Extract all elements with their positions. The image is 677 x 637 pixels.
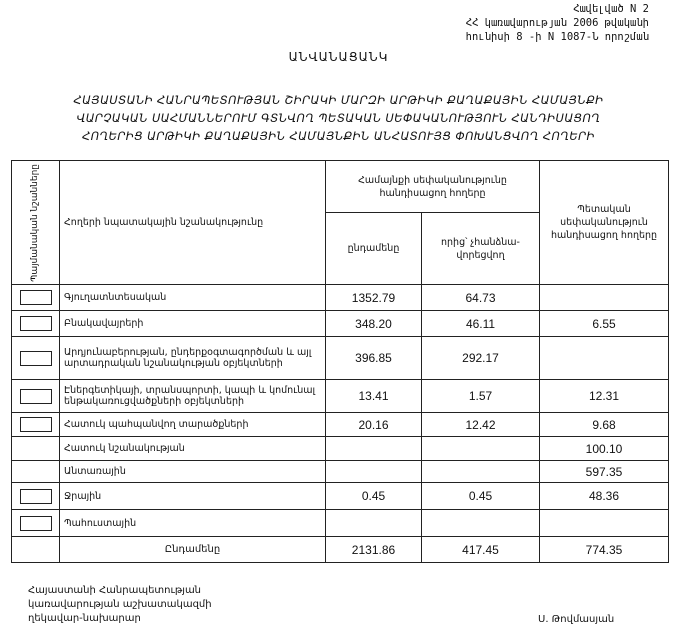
row-label: Գյուղատնտեսական <box>60 285 326 311</box>
appendix-line: Հավելված N 2 <box>573 3 649 15</box>
row-total: 13.41 <box>326 380 422 413</box>
legend-box <box>20 417 52 432</box>
row-label: Բնակավայրերի <box>60 311 326 337</box>
row-total <box>326 437 422 461</box>
table-row <box>12 413 669 437</box>
row-of-which <box>422 461 540 483</box>
row-state: 597.35 <box>540 461 669 483</box>
signatory-title <box>28 584 212 626</box>
row-state: 9.68 <box>540 413 669 437</box>
row-of-which: 64.73 <box>422 285 540 311</box>
table-row <box>12 337 669 380</box>
totals-total: 2131.86 <box>326 537 422 563</box>
col-header-state: Պետական սեփականություն հանդիսացող հողերը <box>540 161 669 285</box>
table-row <box>12 461 669 483</box>
row-label: Պահուստային <box>60 510 326 537</box>
totals-state: 774.35 <box>540 537 669 563</box>
row-label: Անտառային <box>60 461 326 483</box>
row-state: 12.31 <box>540 380 669 413</box>
row-of-which <box>422 510 540 537</box>
appendix-header <box>466 2 649 44</box>
subtitle-line: ՎԱՐՉԱԿԱՆ ՍԱՀՄԱՆՆԵՐՈՒՄ ԳՏՆՎՈՂ ՊԵՏԱԿԱՆ ՍԵՓԱԿԱՆՈՒԹՅՈՒՆ ՀԱՆԴԻՍԱՑՈՂ <box>76 111 601 125</box>
signatory-line: Հայաստանի Հանրապետության <box>28 585 202 596</box>
row-state: 48.36 <box>540 483 669 510</box>
row-total: 1352.79 <box>326 285 422 311</box>
legend-box <box>20 516 52 531</box>
row-of-which: 292.17 <box>422 337 540 380</box>
signatory-name: Ս. Թովմասյան <box>538 614 615 625</box>
legend-box <box>20 290 52 305</box>
table-row <box>12 380 669 413</box>
row-total: 20.16 <box>326 413 422 437</box>
row-of-which: 1.57 <box>422 380 540 413</box>
row-total: 348.20 <box>326 311 422 337</box>
col-header-community: Համայնքի սեփականությունը հանդիսացող հողերը <box>326 161 540 213</box>
row-state <box>540 337 669 380</box>
land-table <box>11 160 669 563</box>
signatory-line: ղեկավար-նախարար <box>28 613 141 624</box>
table-row <box>12 510 669 537</box>
row-state: 100.10 <box>540 437 669 461</box>
row-label: Էներգետիկայի, տրանսպորտի, կապի և կոմունալ ենթակառուցվածքների օբյեկտների <box>60 380 326 413</box>
row-state <box>540 510 669 537</box>
row-state <box>540 285 669 311</box>
row-total: 0.45 <box>326 483 422 510</box>
legend-box <box>20 316 52 331</box>
subtitle-line: ՀԱՅԱՍՏԱՆԻ ՀԱՆՐԱՊԵՏՈՒԹՅԱՆ ՇԻՐԱԿԻ ՄԱՐԶԻ ԱՐԹԻԿԻ ՔԱՂԱՔԱՅԻՆ ՀԱՄԱՅՆՔԻ <box>73 93 604 107</box>
row-total <box>326 461 422 483</box>
document-subtitle <box>20 91 657 145</box>
row-label: Հատուկ պահպանվող տարածքների <box>60 413 326 437</box>
col-header-total: ընդամենը <box>326 213 422 285</box>
totals-of-which: 417.45 <box>422 537 540 563</box>
legend-box <box>20 489 52 504</box>
col-header-of-which: որից՝ չհանձնա-վորեցվող <box>422 213 540 285</box>
subtitle-line: ՀՈՂԵՐԻՑ ԱՐԹԻԿԻ ՔԱՂԱՔԱՅԻՆ ՀԱՄԱՅՆՔԻՆ ԱՆՀԱՏՈՒՅՑ ՓՈԽԱՆՑՎՈՂ ՀՈՂԵՐԻ <box>82 129 595 143</box>
row-label: Հատուկ նշանակության <box>60 437 326 461</box>
appendix-line: ՀՀ կառավարության 2006 թվականի <box>465 17 649 29</box>
row-label: Արդյունաբերության, ընդերքօգտագործման և այլ արտադրական նշանակության օբյեկտների <box>60 337 326 380</box>
row-total: 396.85 <box>326 337 422 380</box>
table-row <box>12 285 669 311</box>
col-header-purpose: Հողերի նպատակային նշանակությունը <box>60 161 326 285</box>
appendix-line: հունիսի 8 -ի N 1087-Ն որոշման <box>465 31 649 43</box>
legend-box <box>20 351 52 366</box>
row-of-which: 46.11 <box>422 311 540 337</box>
signatory-line: կառավարության աշխատակազմի <box>28 599 212 610</box>
totals-row <box>12 537 669 563</box>
col-header-code: Պայմանական նշանները <box>12 161 60 285</box>
table-row <box>12 483 669 510</box>
row-total <box>326 510 422 537</box>
row-of-which: 12.42 <box>422 413 540 437</box>
row-label: Ջրային <box>60 483 326 510</box>
document-title: ԱՆՎԱՆԱՑԱՆԿ <box>288 50 389 64</box>
row-of-which <box>422 437 540 461</box>
row-state: 6.55 <box>540 311 669 337</box>
legend-box <box>20 389 52 404</box>
table-row <box>12 437 669 461</box>
totals-label: Ընդամենը <box>60 537 326 563</box>
table-row <box>12 311 669 337</box>
row-of-which: 0.45 <box>422 483 540 510</box>
